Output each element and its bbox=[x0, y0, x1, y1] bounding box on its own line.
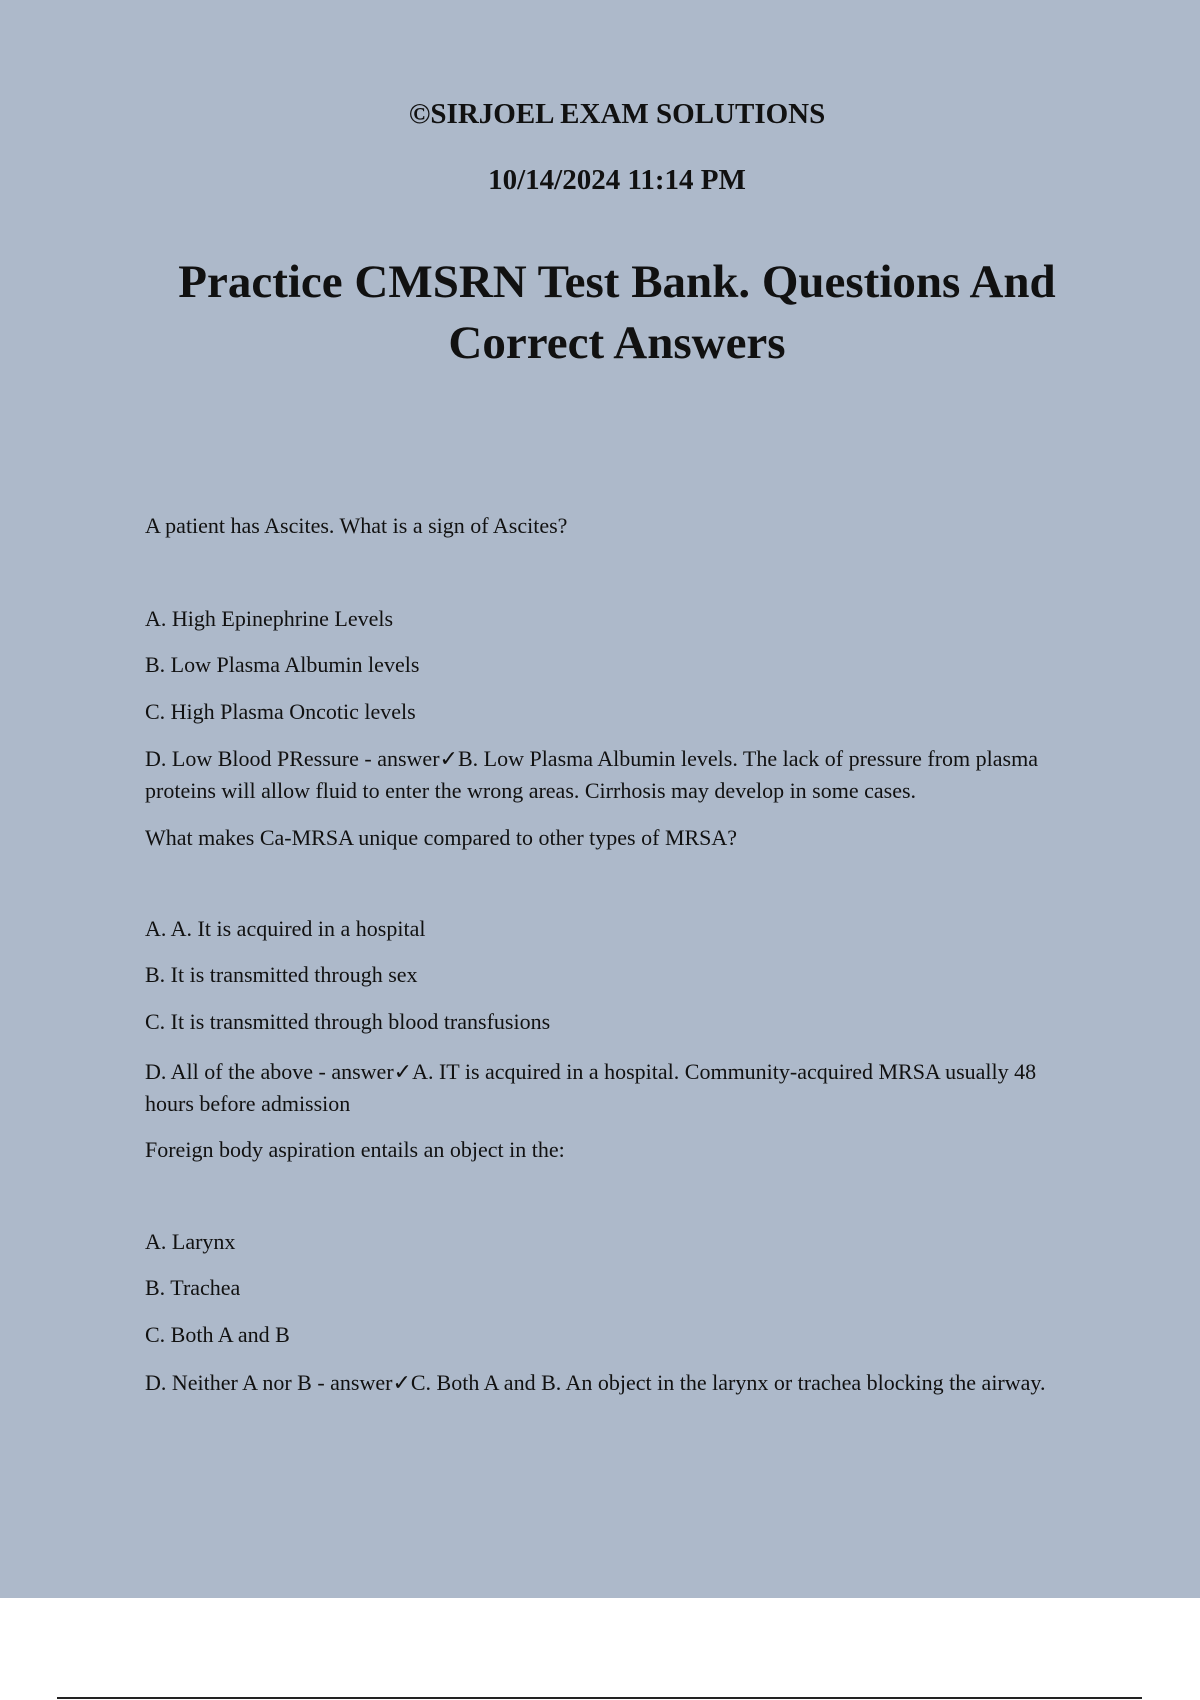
question-2-option-a: A. A. It is acquired in a hospital bbox=[145, 916, 426, 941]
question-3-option-a: A. Larynx bbox=[145, 1229, 236, 1254]
question-2-prompt: What makes Ca-MRSA unique compared to other types of MRSA? bbox=[145, 825, 738, 850]
question-1-option-d-answer: D. Low Blood PRessure - answer✓B. Low Plasma Albumin levels. The lack of pressure from plasma proteins will allow fluid to enter the wrong areas. Cirrhosis may develop in some cases. bbox=[145, 746, 1038, 803]
question-3-option-b: B. Trachea bbox=[145, 1275, 241, 1300]
question-2-option-c: C. It is transmitted through blood transfusions bbox=[145, 1009, 551, 1034]
question-1-prompt: A patient has Ascites. What is a sign of Ascites? bbox=[145, 513, 568, 538]
header-brand: ©SIRJOEL EXAM SOLUTIONS bbox=[408, 98, 826, 130]
question-3-option-d-answer: D. Neither A nor B - answer✓C. Both A and B. An object in the larynx or trachea blocking the airway. bbox=[145, 1370, 1046, 1395]
header-datetime: 10/14/2024 11:14 PM bbox=[488, 164, 746, 196]
question-2-option-d-answer: D. All of the above - answer✓A. IT is acquired in a hospital. Community-acquired MRSA usually 48 hours before admission bbox=[145, 1059, 1037, 1116]
question-1-option-b: B. Low Plasma Albumin levels bbox=[145, 652, 420, 677]
question-2-option-b: B. It is transmitted through sex bbox=[145, 962, 418, 987]
question-3-prompt: Foreign body aspiration entails an object in the: bbox=[145, 1137, 565, 1162]
footer-divider bbox=[57, 1697, 1142, 1699]
document-title: Practice CMSRN Test Bank. Questions And Correct Answers bbox=[178, 256, 1056, 369]
question-3-option-c: C. Both A and B bbox=[145, 1322, 290, 1347]
question-1-option-c: C. High Plasma Oncotic levels bbox=[145, 699, 416, 724]
question-1-option-a: A. High Epinephrine Levels bbox=[145, 606, 394, 631]
